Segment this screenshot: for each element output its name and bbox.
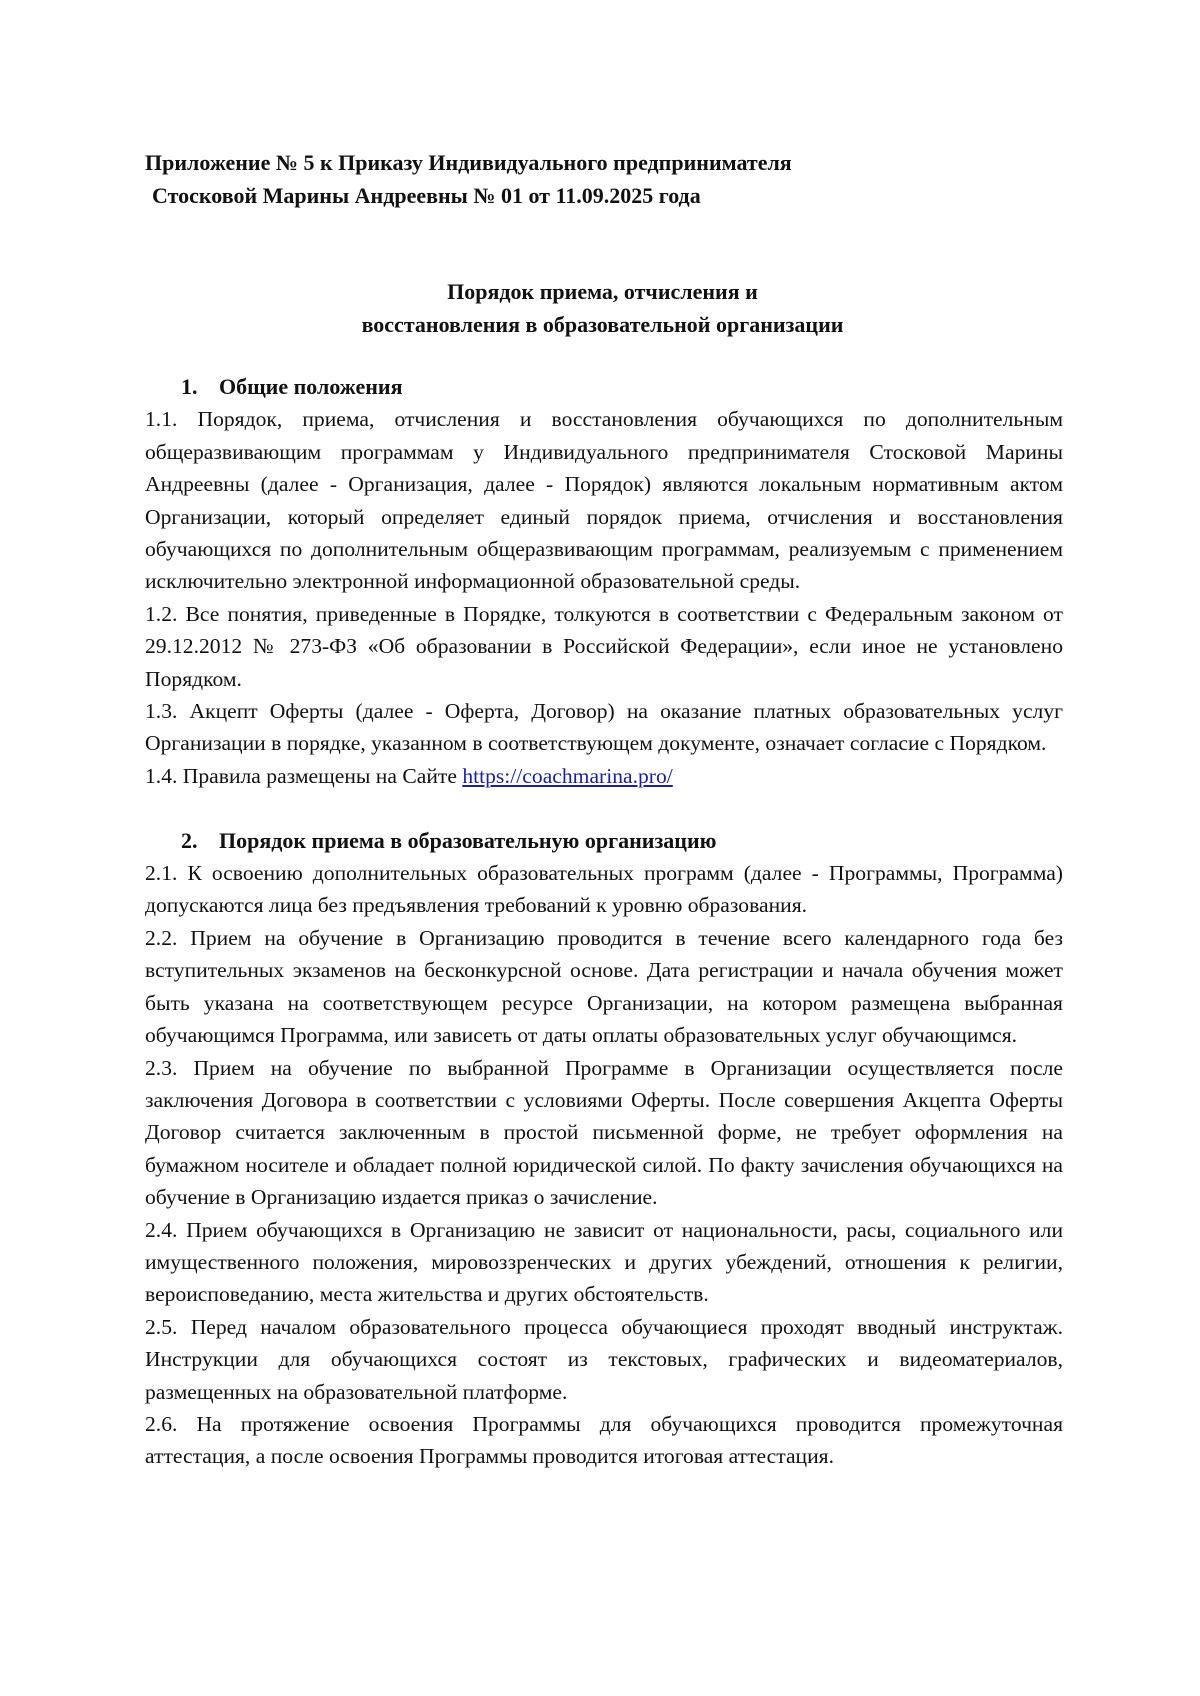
document-title [145,275,1060,341]
section-1-number: 1. [181,374,198,399]
section-2-heading [145,825,1063,857]
paragraph-1-2: 1.2. Все понятия, приведенные в Порядке, толкуются в соответствии с Федеральным законом от 29.12.2012 № 273-ФЗ «Об образовании в Российской Федерации», если иное не установлено Порядком. [145,601,1063,691]
paragraph-1-4-text: 1.4. Правила размещены на Сайте [145,763,463,788]
site-link[interactable]: https://coachmarina.pro/ [462,763,673,788]
section-2-title: Порядок приема в образовательную организацию [219,827,717,853]
paragraph-2-2: 2.2. Прием на обучение в Организацию проводится в течение всего календарного года без вступительных экзаменов на бесконкурсной основе. Дата регистрации и начала обучения может быть указана на соответствующем ресурсе Организации, на котором размещена выбранная обучающимся Программа, или зависеть от даты оплаты образовательных услуг обучающимся. [145,925,1063,1048]
section-gap [145,792,1063,824]
paragraph-1-4 [145,760,1063,792]
header-line-1: Приложение № 5 к Приказу Индивидуального предпринимателя [145,150,792,175]
paragraph-2-4: 2.4. Прием обучающихся в Организацию не зависит от национальности, расы, социального или имущественного положения, мировоззренческих и других убеждений, отношения к религии, вероисповеданию, места жительства и других обстоятельств. [145,1217,1063,1307]
title-line-2: восстановления в образовательной организации [361,312,844,337]
title-line-1: Порядок приема, отчисления и [447,279,758,304]
document-body [145,371,1063,1473]
paragraph-2-3: 2.3. Прием на обучение по выбранной Программе в Организации осуществляется после заключения Договора в соответствии с условиями Оферты. После совершения Акцепта Оферты Договор считается заключенным в простой письменной форме, не требует оформления на бумажном носителе и обладает полной юридической силой. По факту зачисления обучающихся на обучение в Организацию издается приказ о зачисление. [145,1055,1063,1210]
paragraph-2-6: 2.6. На протяжение освоения Программы для обучающихся проводится промежуточная аттестация, а после освоения Программы проводится итоговая аттестация. [145,1411,1063,1469]
paragraph-1-3: 1.3. Акцепт Оферты (далее - Оферта, Договор) на оказание платных образовательных услуг Организации в порядке, указанном в соответствующем документе, означает согласие с Порядком. [145,699,1063,756]
document-header [145,146,1045,212]
paragraph-2-5: 2.5. Перед началом образовательного процесса обучающиеся проходят вводный инструктаж. Инструкции для обучающихся состоят из текстовых, графических и видеоматериалов, размещенных на образовательной платформе. [145,1314,1063,1404]
section-1-heading [145,371,1063,403]
paragraph-2-1: 2.1. К освоению дополнительных образовательных программ (далее - Программы, Программа) допускаются лица без предъявления требований к уровню образования. [145,861,1063,918]
section-1-title: Общие положения [219,374,403,399]
header-line-2: Стосковой Марины Андреевны № 01 от 11.09.2025 года [152,183,701,208]
section-2-number: 2. [181,827,198,853]
paragraph-1-1: 1.1. Порядок, приема, отчисления и восстановления обучающихся по дополнительным общеразвивающим программам у Индивидуального предпринимателя Стосковой Марины Андреевны (далее - Организация, далее - Порядок) являются локальным нормативным актом Организации, который определяет единый порядок приема, отчисления и восстановления обучающихся по дополнительным общеразвивающим программам, реализуемым с применением исключительно электронной информационной образовательной среды. [145,407,1063,594]
